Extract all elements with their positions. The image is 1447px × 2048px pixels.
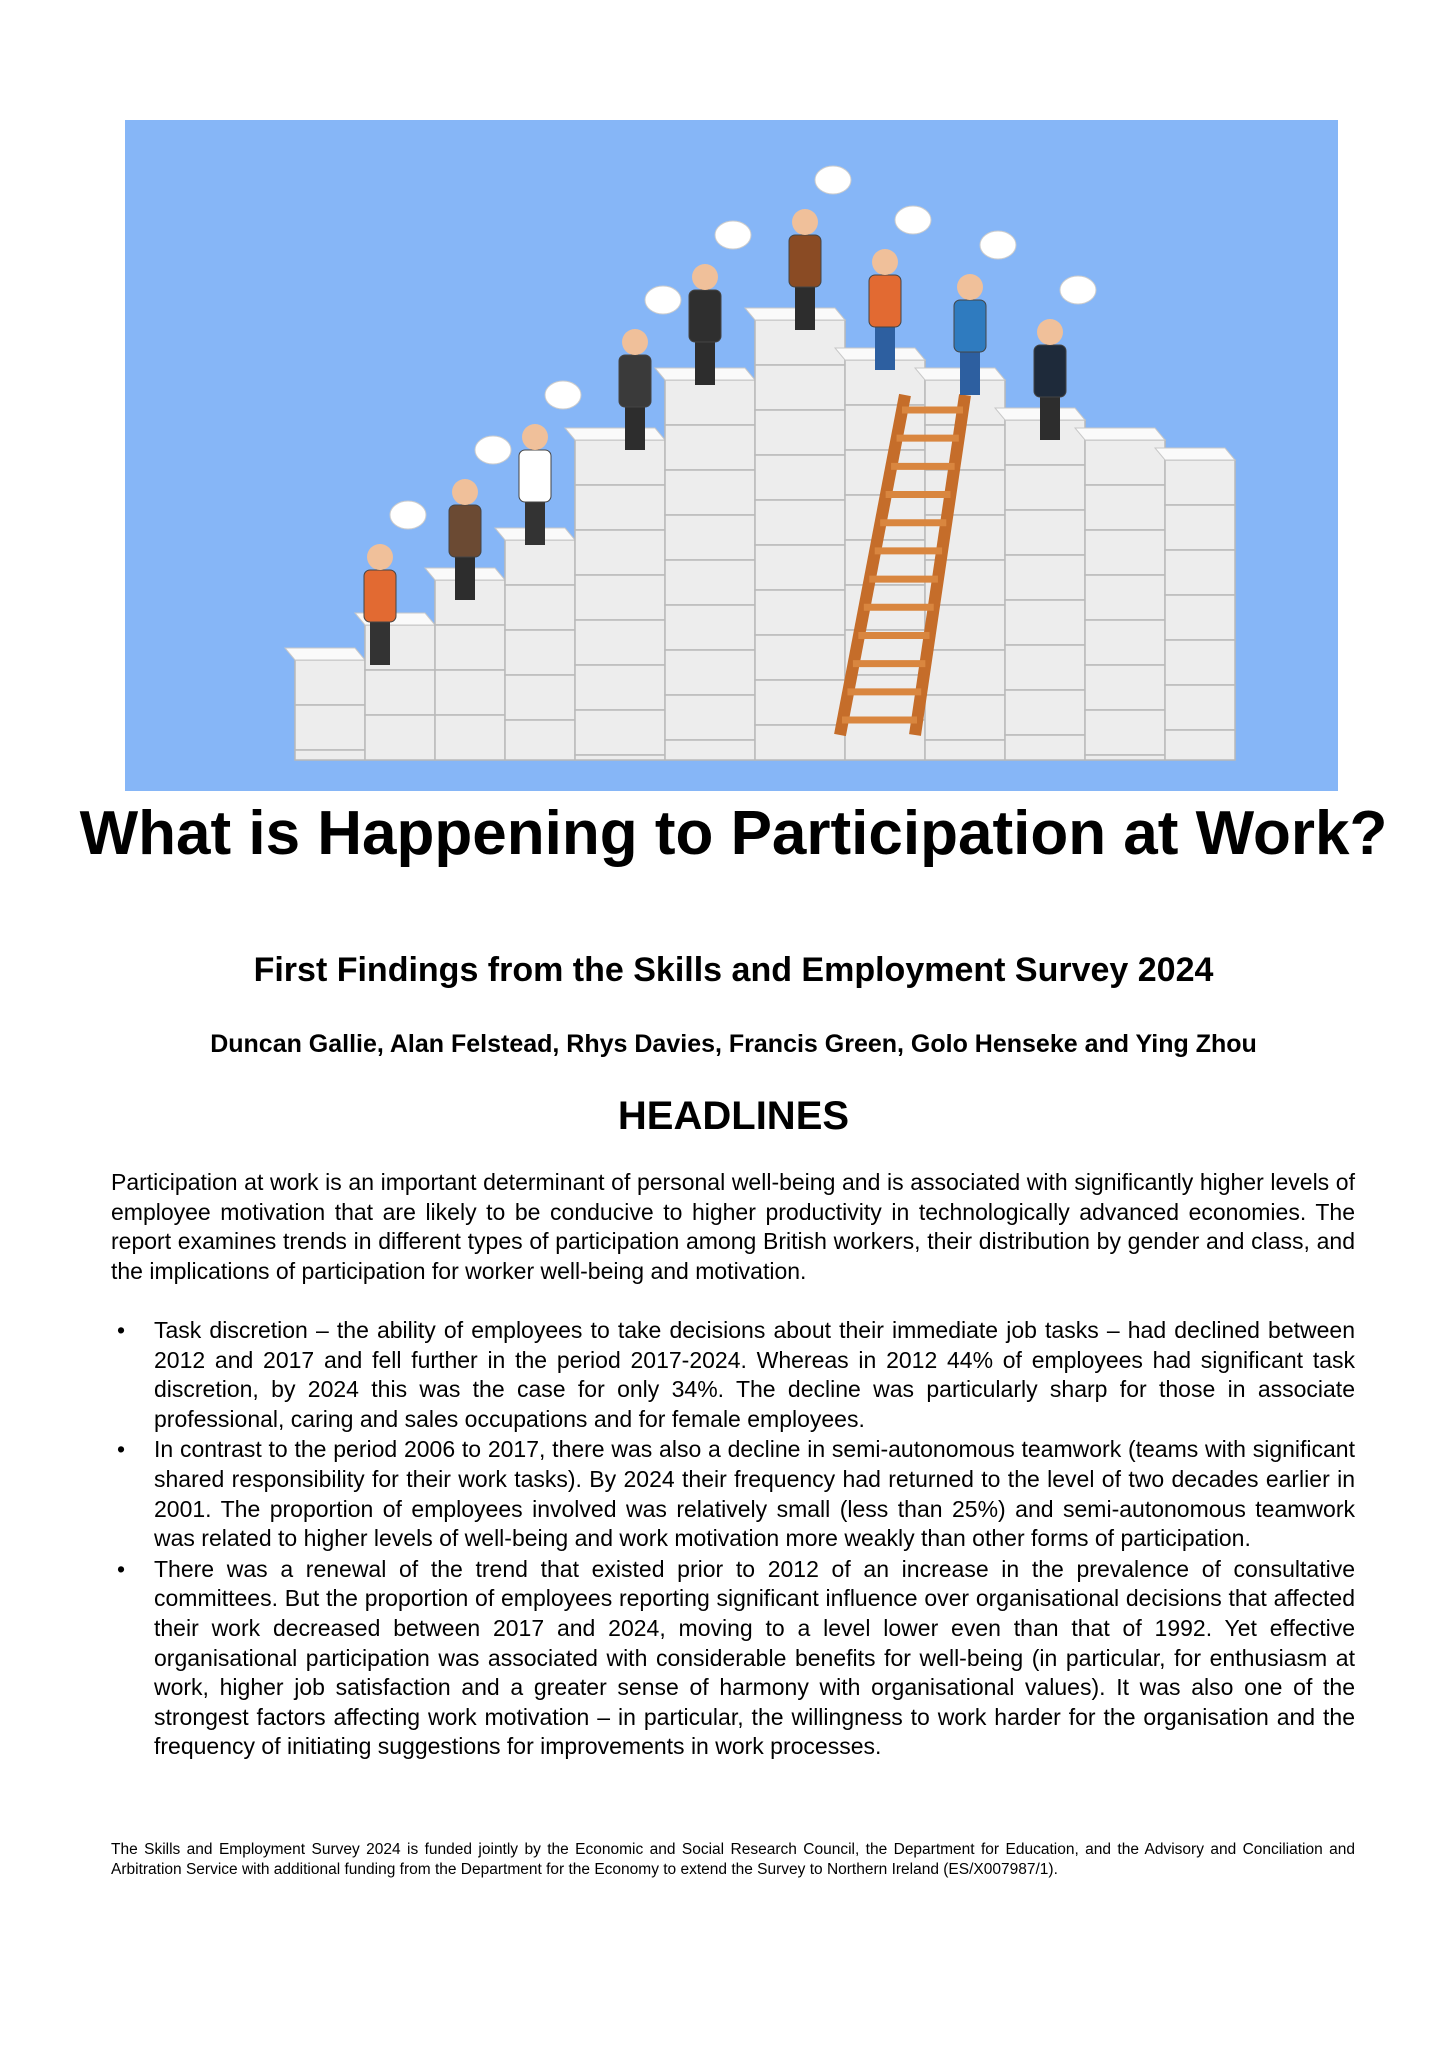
author-list: Duncan Gallie, Alan Felstead, Rhys Davies, Francis Green, Golo Henseke and Ying Zhou — [210, 1030, 1257, 1058]
bullet-text: There was a renewal of the trend that existed prior to 2012 of an increase in the prevalence of consultative committees. But the proportion of employees reporting significant influence over organisational decisions that affected their work decreased between 2017 and 2024, moving to a level lower even than that of 1992. Yet effective organisational participation was associated with considerable benefits for well-being (in particular, for enthusiasm at work, higher job satisfaction and a greater sense of harmony with organisational values). It was also one of the strongest factors affecting work motivation – in particular, the willingness to work harder for the organisation and the frequency of initiating suggestions for improvements in work processes. — [154, 1555, 1355, 1760]
bullet-icon: • — [117, 1436, 126, 1463]
page-title: What is Happening to Participation at Work? — [79, 799, 1388, 868]
headlines-heading: HEADLINES — [617, 1094, 850, 1138]
bullet-text: In contrast to the period 2006 to 2017, there was also a decline in semi-autonomous teamwork (teams with significant shared responsibility for their work tasks). By 2024 their frequency had returned to the level of two decades earlier in 2001. The proportion of employees involved was relatively small (less than 25%) and semi-autonomous teamwork was related to higher levels of well-being and work motivation more weakly than other forms of participation. — [154, 1436, 1355, 1552]
funding-footnote: The Skills and Employment Survey 2024 is funded jointly by the Economic and Social Research Council, the Department for Education, and the Advisory and Conciliation and Arbitration Service with additional funding from the Department for the Economy to extend the Survey to Northern Ireland (ES/X007987/1). — [111, 1841, 1355, 1878]
hero-illustration — [125, 120, 1338, 791]
bullet-icon: • — [117, 1317, 126, 1343]
list-item — [111, 1316, 1355, 1434]
list-item — [111, 1555, 1355, 1762]
list-item — [111, 1435, 1355, 1553]
headline-bullets — [111, 1316, 1355, 1763]
bullet-text: Task discretion – the ability of employees to take decisions about their immediate job tasks – had declined between 2012 and 2017 and fell further in the period 2017-2024. Whereas in 2012 44% of employees had significant task discretion, by 2024 this was the case for only 34%. The decline was particularly sharp for those in associate professional, caring and sales occupations and for female employees. — [154, 1317, 1355, 1432]
intro-paragraph: Participation at work is an important determinant of personal well-being and is associated with significantly higher levels of employee motivation that are likely to be conducive to higher productivity in technologically advanced economies. The report examines trends in different types of participation among British workers, their distribution by gender and class, and the implications of participation for worker well-being and motivation. — [111, 1169, 1355, 1284]
page-subtitle: First Findings from the Skills and Employment Survey 2024 — [253, 951, 1214, 989]
bullet-icon: • — [117, 1555, 126, 1582]
staircase-people-illustration — [125, 120, 1338, 791]
